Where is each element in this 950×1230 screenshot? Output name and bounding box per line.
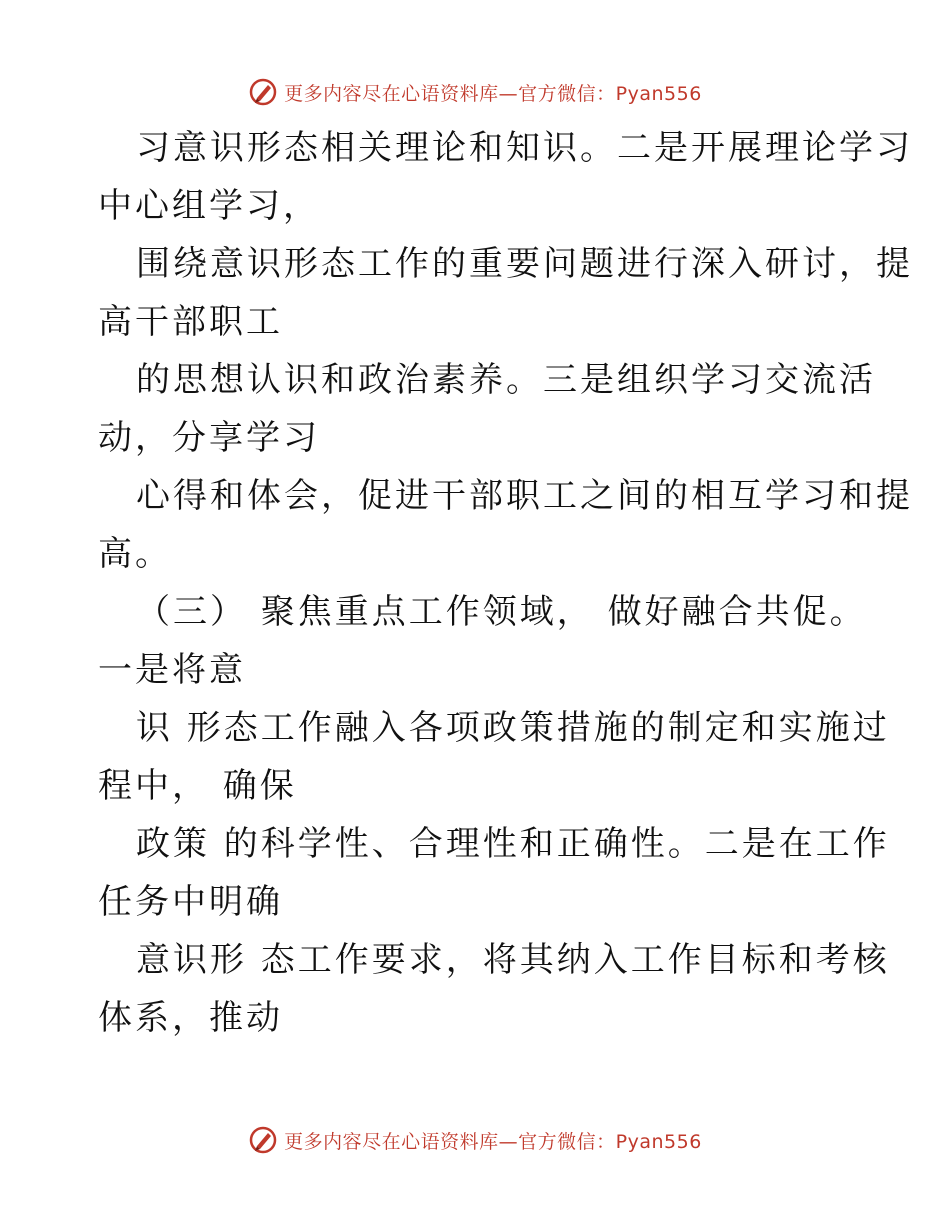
text-line: 识 形态工作融入各项政策措施的制定和实施过 bbox=[136, 708, 890, 748]
section-heading: （三） 聚焦重点工作领域， 做好融合共促。 bbox=[136, 592, 867, 632]
text-line: 习意识形态相关理论和知识。二是开展理论学习 bbox=[136, 128, 913, 168]
text-line: 政策 的科学性、合理性和正确性。二是在工作 bbox=[136, 824, 890, 864]
header-banner-sep: — bbox=[498, 82, 519, 105]
pen-logo-icon bbox=[248, 1125, 278, 1155]
header-banner-main: 更多内容尽在心语资料库 bbox=[284, 82, 499, 105]
text-line: 高。 bbox=[98, 534, 172, 574]
header-banner-text bbox=[284, 79, 702, 106]
page-header bbox=[0, 72, 950, 112]
text-line: 的思想认识和政治素养。三是组织学习交流活 bbox=[136, 360, 876, 400]
footer-banner-sep: — bbox=[498, 1130, 519, 1153]
footer-banner-text bbox=[284, 1127, 702, 1154]
header-banner-wechat: 官方微信：Pyan556 bbox=[518, 82, 702, 105]
pen-logo-icon bbox=[248, 77, 278, 107]
text-line: 围绕意识形态工作的重要问题进行深入研讨，提 bbox=[136, 244, 913, 284]
text-line: 中心组学习， bbox=[98, 186, 320, 226]
text-line: 意识形 态工作要求，将其纳入工作目标和考核 bbox=[136, 940, 890, 980]
footer-banner-main: 更多内容尽在心语资料库 bbox=[284, 1130, 499, 1153]
page-footer bbox=[0, 1120, 950, 1160]
text-line: 任务中明确 bbox=[98, 882, 283, 922]
footer-banner-wechat: 官方微信：Pyan556 bbox=[518, 1130, 702, 1153]
text-line: 程中， 确保 bbox=[98, 766, 297, 806]
text-line: 高干部职工 bbox=[98, 302, 283, 342]
text-line: 一是将意 bbox=[98, 650, 246, 690]
text-line: 心得和体会，促进干部职工之间的相互学习和提 bbox=[136, 476, 913, 516]
header-banner bbox=[248, 77, 702, 107]
footer-banner bbox=[248, 1125, 702, 1155]
text-line: 体系，推动 bbox=[98, 998, 283, 1038]
text-line: 动，分享学习 bbox=[98, 418, 320, 458]
